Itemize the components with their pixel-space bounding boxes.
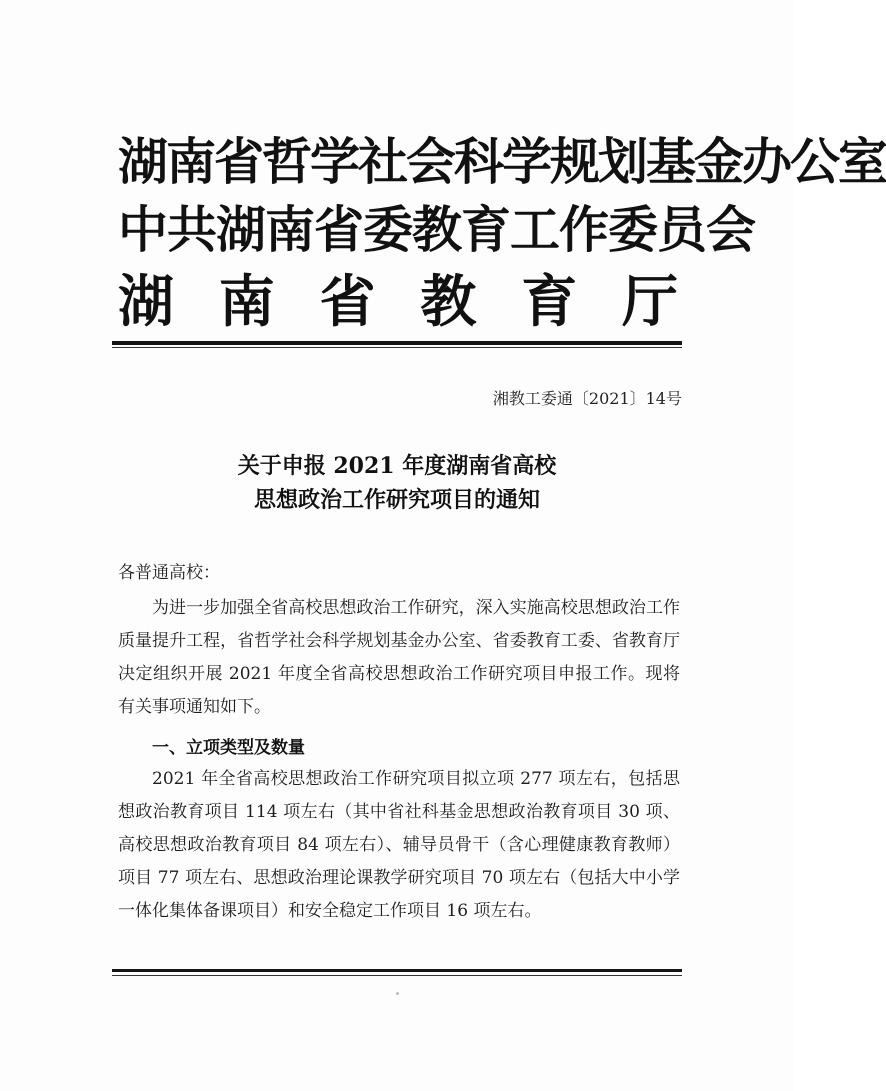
header-divider-thick: [112, 341, 682, 345]
issuer-char: 厅: [621, 270, 678, 335]
issuer-char: 省: [319, 270, 376, 335]
scan-speck: [396, 992, 399, 995]
issuer-name-line-1: 湖南省哲学社会科学规划基金办公室: [118, 133, 886, 191]
paragraph-project-types: 2021 年全省高校思想政治工作研究项目拟立项 277 项左右，包括思想政治教育项目 114 项左右（其中省社科基金思想政治教育项目 30 项、高校思想政治教育项目 84 项左右）、辅导员骨干（含心理健康教育教师）项目 77 项左右、思想政治理论课教学研究项目 70 项左右（包括大中小学一体化集体备课项目）和安全稳定工作项目 16 项左右。: [118, 769, 680, 921]
issuer-char: 教: [420, 270, 477, 335]
salutation: 各普通高校：: [118, 563, 220, 583]
issuer-name-line-2: 中共湖南省委教育工作委员会: [118, 201, 755, 259]
document-number: 湘教工委通〔2021〕14号: [492, 389, 682, 408]
paragraph-intro: 为进一步加强全省高校思想政治工作研究，深入实施高校思想政治工作质量提升工程，省哲学社会科学规划基金办公室、省委教育工委、省教育厅决定组织开展 2021 年度全省高校思想政治工作研究项目申报工作。现将有关事项通知如下。: [118, 598, 680, 717]
issuer-char: 南: [218, 270, 275, 335]
issuer-name-line-3: [118, 258, 678, 338]
document-title-line-2: 思想政治工作研究项目的通知: [253, 487, 540, 513]
section-heading: 一、立项类型及数量: [152, 738, 305, 758]
document-title-line-1: 关于申报 2021 年度湖南省高校: [237, 453, 557, 479]
header-divider-thin: [112, 347, 682, 348]
issuer-char: 育: [521, 270, 578, 335]
footer-divider-thin: [112, 975, 682, 976]
footer-divider-thick: [112, 969, 682, 972]
issuer-char: 湖: [118, 270, 174, 335]
